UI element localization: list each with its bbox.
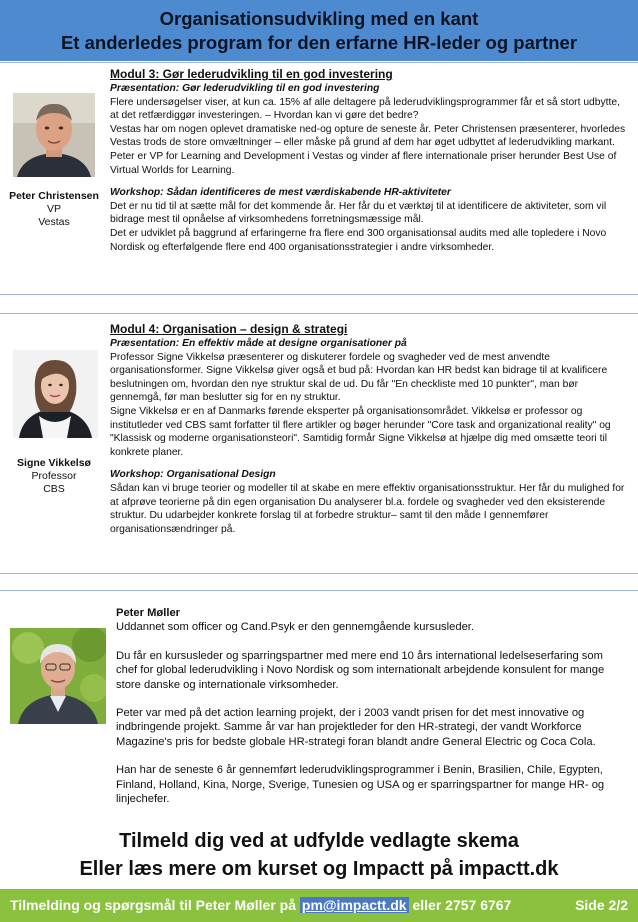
course-leader-content (116, 606, 616, 820)
cta-read-more: Eller læs mere om kurset og Impactt på impactt.dk (79, 858, 559, 880)
paragraph: Det er udviklet på baggrund af erfaringerne fra flere end 300 organisationsal audits med alle topledere i Novo Nordisk og efterfølgende flere end 400 organisationsstrategier i andre virksomheder. (110, 227, 607, 253)
email-link[interactable]: pm@impactt.dk (301, 897, 407, 913)
portrait-photo-icon (13, 350, 98, 438)
cta-signup: Tilmeld dig ved at udfylde vedlagte skema (119, 830, 519, 852)
presentation-title: Præsentation: En effektiv måde at designe organisationer på (110, 338, 407, 349)
paragraph: Sådan kan vi bruge teorier og modeller til at skabe en mere effektiv organisationsstruktur. Her får du mulighed for at afprøve teorierne på din egen organisation Du analyserer bl.a. fordele og svagheder ved den eksisterende struktur. Du udarbejder konkrete forslag til at forbedre struktur– samt til den måde I gennemfører organisationsændringer på. (110, 482, 625, 535)
paragraph: Professor Signe Vikkelsø præsenterer og diskuterer fordele og svagheder ved de mest anvendte organisationsformer. Signe Vikkelsø giver også et bud på: Hvordan kan HR bedst kan bidrage til at kvalificere beslutningen om, hvordan den nye struktur skal de ud. Du får "En checkliste med 10 punkter", man bør gennemgå, før man beslutter sig for en ny struktur. (110, 351, 608, 404)
paragraph: Du får en kursusleder og sparringspartner med mere end 10 års international ledelseserfaring som chef for global lederudvikling i Novo Nordisk og som internationalt arbejdende konsulent for mange store danske og internationale virksomheder. (116, 649, 605, 691)
course-leader-name: Peter Møller (116, 607, 181, 619)
speaker-name: Signe Vikkelsø (17, 457, 91, 469)
paragraph: Peter er VP for Learning and Development i Vestas og vinder af flere internationale priser herunder Best Use of Virtual Worlds for Learning. (110, 150, 617, 176)
portrait-peter-christensen (13, 93, 95, 177)
portrait-peter-moller (10, 628, 106, 724)
speaker-org: CBS (43, 483, 65, 495)
portrait-signe-vikkelso (13, 350, 98, 438)
section-divider (0, 313, 638, 314)
speaker-caption (4, 190, 104, 229)
page-number: Side 2/2 (575, 897, 628, 913)
speaker-role: Professor (31, 470, 77, 482)
section-divider (0, 590, 638, 591)
paragraph: Peter var med på det action learning projekt, der i 2003 vandt prisen for det mest innovative og indbringende projekt. Samme år var han projektleder for den HR-strategi, der vandt Workforce Magazine's pris for bedste globale HR-strategi foran blandt andre General Electric og Coca Cola. (116, 707, 596, 748)
section-divider (0, 294, 638, 295)
paragraph: Det er nu tid til at sætte mål for det kommende år. Her får du et værktøj til at identificere de aktiviteter, som vil bidrage mest til opnåelse af virksomhedens forretningsmæssige mål. (110, 200, 607, 226)
module3-content (110, 67, 630, 254)
speaker-caption (4, 457, 104, 496)
paragraph: Signe Vikkelsø er en af Danmarks førende eksperter på organisationsområdet. Vikkelsø er professor og institutleder ved CBS samt forfatter til flere artikler og bøger herunder "Core task and organizational reality" og "Klassisk og moderne organisationsteori". Samtidig formår Signe Vikkelsø at hjælpe dig med omsætte teori til konkrete planer. (110, 405, 611, 458)
paragraph: Han har de seneste 6 år gennemført lederudviklingsprogrammer i Benin, Brasilien, Chile, Egypten, Finland, Holland, Kina, Norge, Sverige, Tunesien og USA og er sparringspartner for mange HR- og linjechefer. (116, 764, 605, 806)
paragraph: Uddannet som officer og Cand.Psyk er den gennemgående kursusleder. (116, 621, 475, 634)
presentation-title: Præsentation: Gør lederudvikling til en god investering (110, 83, 380, 94)
section-divider (0, 62, 638, 63)
header-subtitle: Et anderledes program for den erfarne HR-leder og partner (60, 32, 578, 53)
footer-phone: eller 2757 6767 (408, 897, 512, 913)
paragraph: Vestas har om nogen oplevet dramatiske ned-og opture de seneste år. Peter Christensen præsenterer, hvorledes Vestas trods de store omvæltninger – eller måske på grund af dem har øget udbyttet af lederudvikling markant. (110, 123, 626, 149)
workshop-title: Workshop: Organisational Design (110, 469, 276, 481)
workshop-title: Workshop: Sådan identificeres de mest værdiskabende HR-aktiviteter (110, 187, 451, 199)
module4-content (110, 322, 630, 536)
page-footer (0, 889, 638, 922)
paragraph: Flere undersøgelser viser, at kun ca. 15% af alle deltagere på lederudviklingsprogrammer får et så stort udbytte, at det retfærdiggør investeringen. – Hvordan kan vi gøre det bedre? (110, 96, 620, 122)
portrait-photo-icon (10, 628, 106, 724)
footer-text: Tilmelding og spørgsmål til Peter Møller på (10, 897, 300, 913)
speaker-role: VP (46, 203, 61, 215)
module-title: Modul 3: Gør lederudvikling til en god investering (110, 67, 393, 81)
module-title: Modul 4: Organisation – design & strategi (110, 322, 348, 336)
header-title: Organisationsudvikling med en kant (159, 8, 479, 29)
section-divider (0, 573, 638, 574)
speaker-name: Peter Christensen (9, 190, 99, 202)
portrait-photo-icon (13, 93, 95, 177)
page-header (0, 0, 638, 61)
speaker-org: Vestas (38, 216, 70, 228)
